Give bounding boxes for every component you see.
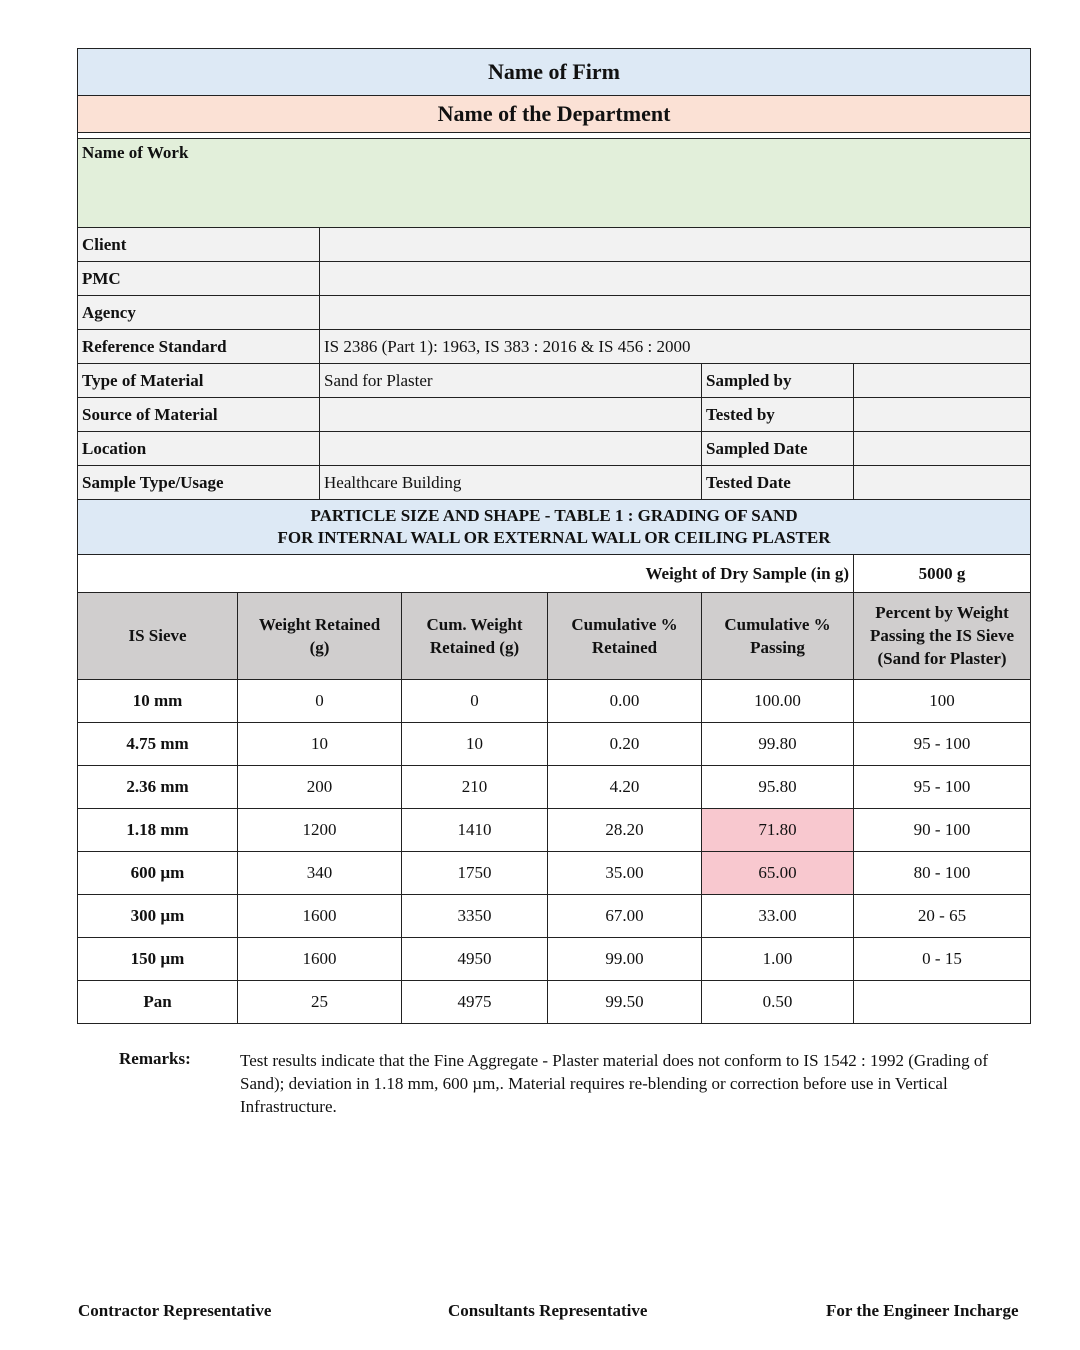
pmc-value [320, 262, 1031, 296]
cum-percent-passing-cell: 99.80 [702, 722, 854, 765]
column-header-line: (g) [309, 637, 330, 657]
column-header-line: Passing the IS Sieve [869, 626, 1015, 645]
specified-limit-cell: 80 - 100 [854, 851, 1031, 894]
weight-retained-cell: 1600 [238, 894, 402, 937]
client-label: Client [78, 228, 320, 262]
weight-retained-cell: 1200 [238, 808, 402, 851]
cum-weight-retained-cell: 10 [402, 722, 548, 765]
weight-retained-cell: 25 [238, 980, 402, 1023]
cum-percent-passing-cell: 1.00 [702, 937, 854, 980]
tested-by-label: Tested by [702, 398, 854, 432]
column-header-line: IS Sieve [128, 626, 187, 645]
tested-date-value [854, 466, 1031, 500]
table-row [78, 894, 1031, 937]
test-title-line-1: PARTICLE SIZE AND SHAPE - TABLE 1 : GRADING OF SAND [310, 506, 798, 525]
cum-percent-passing-cell: 95.80 [702, 765, 854, 808]
cum-percent-retained-cell: 35.00 [548, 851, 702, 894]
specified-limit-cell: 95 - 100 [854, 765, 1031, 808]
cum-percent-retained-cell: 28.20 [548, 808, 702, 851]
cum-weight-retained-cell: 1410 [402, 808, 548, 851]
consultant-signature-label: Consultants Representative [448, 1301, 648, 1320]
sample-usage-label: Sample Type/Usage [78, 466, 320, 500]
material-source-value [320, 398, 702, 432]
cum-percent-passing-cell: 33.00 [702, 894, 854, 937]
specified-limit-cell [854, 980, 1031, 1023]
specified-limit-cell: 95 - 100 [854, 722, 1031, 765]
sampled-date-value [854, 432, 1031, 466]
column-header [402, 592, 548, 679]
sieve-size-cell: 150 µm [78, 937, 238, 980]
cum-percent-passing-cell: 0.50 [702, 980, 854, 1023]
column-header-row [78, 592, 1031, 679]
specified-limit-cell: 20 - 65 [854, 894, 1031, 937]
column-header-line: (Sand for Plaster) [877, 649, 1007, 668]
column-header-line: Weight Retained [258, 614, 381, 634]
column-header [548, 592, 702, 679]
column-header-line: Retained (g) [429, 637, 520, 657]
cum-weight-retained-cell: 3350 [402, 894, 548, 937]
dry-sample-label: Weight of Dry Sample (in g) [78, 555, 854, 593]
column-header-line: Cum. Weight [426, 614, 523, 634]
engineer-signature-label: For the Engineer Incharge [826, 1301, 1019, 1320]
sampled-by-label: Sampled by [702, 364, 854, 398]
remarks-text: Test results indicate that the Fine Aggregate - Plaster material does not conform to IS 1542 : 1992 (Grading of Sand); deviation in 1.18 mm, 600 µm,. Material requires re-blending or correction before use in Vertical Infrastructure. [240, 1051, 989, 1116]
agency-value [320, 296, 1031, 330]
specified-limit-cell: 100 [854, 679, 1031, 722]
weight-retained-cell: 340 [238, 851, 402, 894]
cum-percent-passing-cell: 71.80 [702, 808, 854, 851]
material-source-label: Source of Material [78, 398, 320, 432]
client-value [320, 228, 1031, 262]
table-row [78, 980, 1031, 1023]
column-header [854, 592, 1031, 679]
name-of-work-label: Name of Work [78, 139, 1031, 228]
weight-retained-cell: 0 [238, 679, 402, 722]
sampled-by-value [854, 364, 1031, 398]
cum-percent-passing-cell: 100.00 [702, 679, 854, 722]
location-value [320, 432, 702, 466]
cum-percent-retained-cell: 99.50 [548, 980, 702, 1023]
cum-weight-retained-cell: 4950 [402, 937, 548, 980]
material-type-value: Sand for Plaster [320, 364, 702, 398]
column-header-line: Cumulative % [724, 614, 831, 634]
remarks-label: Remarks: [119, 1049, 191, 1068]
table-row [78, 937, 1031, 980]
sieve-size-cell: 300 µm [78, 894, 238, 937]
reference-standard-label: Reference Standard [78, 330, 320, 364]
column-header [238, 592, 402, 679]
column-header-line: Percent by Weight [875, 603, 1009, 622]
cum-weight-retained-cell: 0 [402, 679, 548, 722]
test-title [78, 500, 1031, 555]
sieve-size-cell: 1.18 mm [78, 808, 238, 851]
contractor-signature-label: Contractor Representative [78, 1301, 272, 1320]
cum-weight-retained-cell: 1750 [402, 851, 548, 894]
cum-percent-retained-cell: 4.20 [548, 765, 702, 808]
pmc-label: PMC [78, 262, 320, 296]
table-row [78, 808, 1031, 851]
table-row [78, 851, 1031, 894]
column-header [702, 592, 854, 679]
sieve-size-cell: 2.36 mm [78, 765, 238, 808]
sieve-size-cell: 10 mm [78, 679, 238, 722]
tested-date-label: Tested Date [702, 466, 854, 500]
cum-percent-retained-cell: 0.00 [548, 679, 702, 722]
table-row [78, 722, 1031, 765]
report-header-table [77, 48, 1031, 593]
reference-standard-value: IS 2386 (Part 1): 1963, IS 383 : 2016 & IS 456 : 2000 [320, 330, 1031, 364]
location-label: Location [78, 432, 320, 466]
column-header-line: Passing [750, 637, 805, 657]
test-report-sheet [77, 48, 1030, 1024]
sieve-size-cell: 4.75 mm [78, 722, 238, 765]
firm-name: Name of Firm [78, 49, 1031, 96]
dry-sample-value: 5000 g [854, 555, 1031, 593]
agency-label: Agency [78, 296, 320, 330]
department-name: Name of the Department [78, 96, 1031, 133]
cum-percent-retained-cell: 99.00 [548, 937, 702, 980]
cum-weight-retained-cell: 4975 [402, 980, 548, 1023]
column-header [78, 592, 238, 679]
cum-percent-passing-cell: 65.00 [702, 851, 854, 894]
tested-by-value [854, 398, 1031, 432]
column-header-line: Cumulative % [571, 614, 678, 634]
cum-weight-retained-cell: 210 [402, 765, 548, 808]
cum-percent-retained-cell: 67.00 [548, 894, 702, 937]
sampled-date-label: Sampled Date [702, 432, 854, 466]
grading-table [77, 592, 1031, 1024]
table-row [78, 765, 1031, 808]
sieve-size-cell: Pan [78, 980, 238, 1023]
sieve-size-cell: 600 µm [78, 851, 238, 894]
weight-retained-cell: 200 [238, 765, 402, 808]
specified-limit-cell: 0 - 15 [854, 937, 1031, 980]
test-title-line-2: FOR INTERNAL WALL OR EXTERNAL WALL OR CEILING PLASTER [277, 528, 831, 547]
weight-retained-cell: 1600 [238, 937, 402, 980]
weight-retained-cell: 10 [238, 722, 402, 765]
column-header-line: Retained [591, 637, 658, 657]
table-row [78, 679, 1031, 722]
specified-limit-cell: 90 - 100 [854, 808, 1031, 851]
sample-usage-value: Healthcare Building [320, 466, 702, 500]
cum-percent-retained-cell: 0.20 [548, 722, 702, 765]
material-type-label: Type of Material [78, 364, 320, 398]
